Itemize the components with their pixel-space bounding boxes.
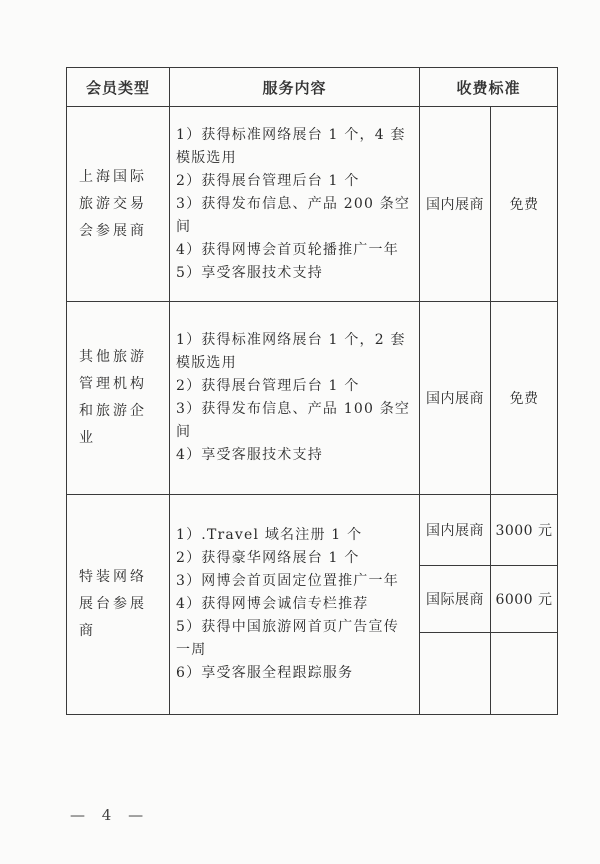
service-item: 5）获得中国旅游网首页广告宣传一周 [176, 619, 399, 658]
fee-price-cell: 免费 [491, 302, 558, 495]
fee-region-cell: 国际展商 [420, 566, 491, 633]
service-item: 5）享受客服技术支持 [176, 264, 323, 281]
table-row [67, 302, 558, 495]
service-list [176, 124, 413, 285]
page-number: — 4 — [70, 806, 150, 824]
service-list [176, 329, 413, 467]
member-type-cell: 特装网络展台参展商 [67, 495, 170, 715]
header-service-content: 服务内容 [170, 68, 420, 107]
service-item: 1）获得标准网络展台 1 个，2 套模版选用 [176, 332, 406, 371]
service-item: 2）获得展台管理后台 1 个 [176, 172, 360, 189]
fee-region-cell: 国内展商 [420, 495, 491, 566]
service-content-cell [170, 495, 420, 715]
service-item: 4）享受客服技术支持 [176, 447, 323, 463]
service-item: 3）网博会首页固定位置推广一年 [176, 573, 399, 589]
header-fee-standard: 收费标准 [420, 68, 558, 107]
fee-region-cell: 国内展商 [420, 302, 491, 495]
header-member-type: 会员类型 [67, 68, 170, 107]
service-item: 2）获得展台管理后台 1 个 [176, 378, 360, 394]
service-content-cell [170, 107, 420, 302]
fee-region-cell: 国内展商 [420, 107, 491, 302]
service-item: 3）获得发布信息、产品 100 条空间 [176, 401, 411, 440]
fee-price-cell: 3000 元 [491, 495, 558, 566]
service-item: 1）.Travel 域名注册 1 个 [176, 527, 363, 543]
service-item: 3）获得发布信息、产品 200 条空间 [176, 195, 411, 235]
fee-price-cell [491, 633, 558, 715]
membership-fee-table [66, 67, 558, 715]
fee-region-cell [420, 633, 491, 715]
member-type-cell: 上海国际旅游交易会参展商 [67, 107, 170, 302]
table-row [67, 107, 558, 302]
service-item: 1）获得标准网络展台 1 个，4 套模版选用 [176, 126, 406, 166]
service-list [176, 524, 413, 685]
table-row [67, 495, 558, 566]
service-item: 4）获得网博会首页轮播推广一年 [176, 241, 399, 258]
member-type-cell: 其他旅游管理机构和旅游企业 [67, 302, 170, 495]
service-content-cell [170, 302, 420, 495]
fee-price-cell: 6000 元 [491, 566, 558, 633]
fee-price-cell: 免费 [491, 107, 558, 302]
service-item: 6）享受客服全程跟踪服务 [176, 665, 354, 681]
service-item: 4）获得网博会诚信专栏推荐 [176, 596, 369, 612]
table-header-row [67, 68, 558, 107]
service-item: 2）获得豪华网络展台 1 个 [176, 550, 360, 566]
